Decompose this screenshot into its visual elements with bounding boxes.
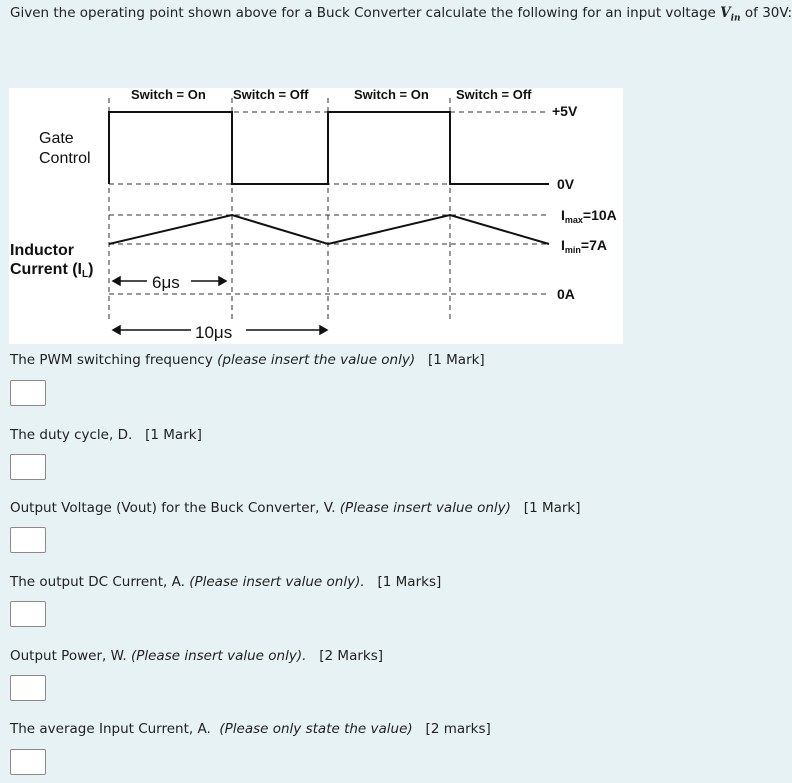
switch-label-4: Switch = Off [456,87,532,102]
period-arrow-right-head [320,326,327,334]
vin-symbol: $V_{in}$ [720,5,741,24]
answer-duty-cycle[interactable] [10,454,46,480]
answer-output-voltage[interactable] [10,527,46,553]
question-intro [10,5,792,24]
question-switching-frequency: The PWM switching frequency (please insert the value only) [1 Mark] [10,352,485,368]
intro-text-end: of 30V: [740,5,792,21]
gate-label-line1: Gate [39,130,74,147]
switch-label-2: Switch = Off [233,87,309,102]
answer-output-current[interactable] [10,601,46,627]
imax-label: $I_{max}=10A$ [561,207,617,225]
question-output-current: The output DC Current, A. (Please insert value only). [1 Marks] [10,574,442,590]
answer-output-power[interactable] [10,675,46,701]
answer-switching-frequency[interactable] [10,380,46,406]
question-duty-cycle: The duty cycle, D. [1 Mark] [10,427,202,443]
zero-current-label: 0A [557,286,575,302]
period-arrow-left-head [113,326,120,334]
ton-label: 6μs [152,273,180,292]
gate-label-line2: Control [39,150,91,167]
v-low-label: 0V [557,176,575,192]
question-average-input-current: The average Input Current, A. (Please only state the value) [2 marks] [10,721,491,737]
intro-text: Given the operating point shown above for a Buck Converter calculate the following for an input voltage [10,5,721,21]
buck-converter-waveform-figure [9,88,623,344]
inductor-current-waveform [109,215,549,244]
period-label: 10μs [195,323,233,342]
question-output-voltage: Output Voltage (Vout) for the Buck Converter, V. (Please insert value only) [1 Mark] [10,500,581,516]
switch-label-3: Switch = On [354,87,429,102]
imin-label: $I_{min}=7A$ [561,237,607,255]
gate-waveform [109,112,549,184]
inductor-label-line2: Current (IL) [10,261,94,280]
inductor-label-line1: Inductor [10,242,74,259]
question-output-power: Output Power, W. (Please insert value only). [2 Marks] [10,648,384,664]
switch-label-1: Switch = On [131,87,206,102]
ton-arrow-right-head [219,277,226,285]
ton-arrow-left-head [113,277,120,285]
v-high-label: +5V [552,103,578,119]
answer-average-input-current[interactable] [10,749,46,775]
